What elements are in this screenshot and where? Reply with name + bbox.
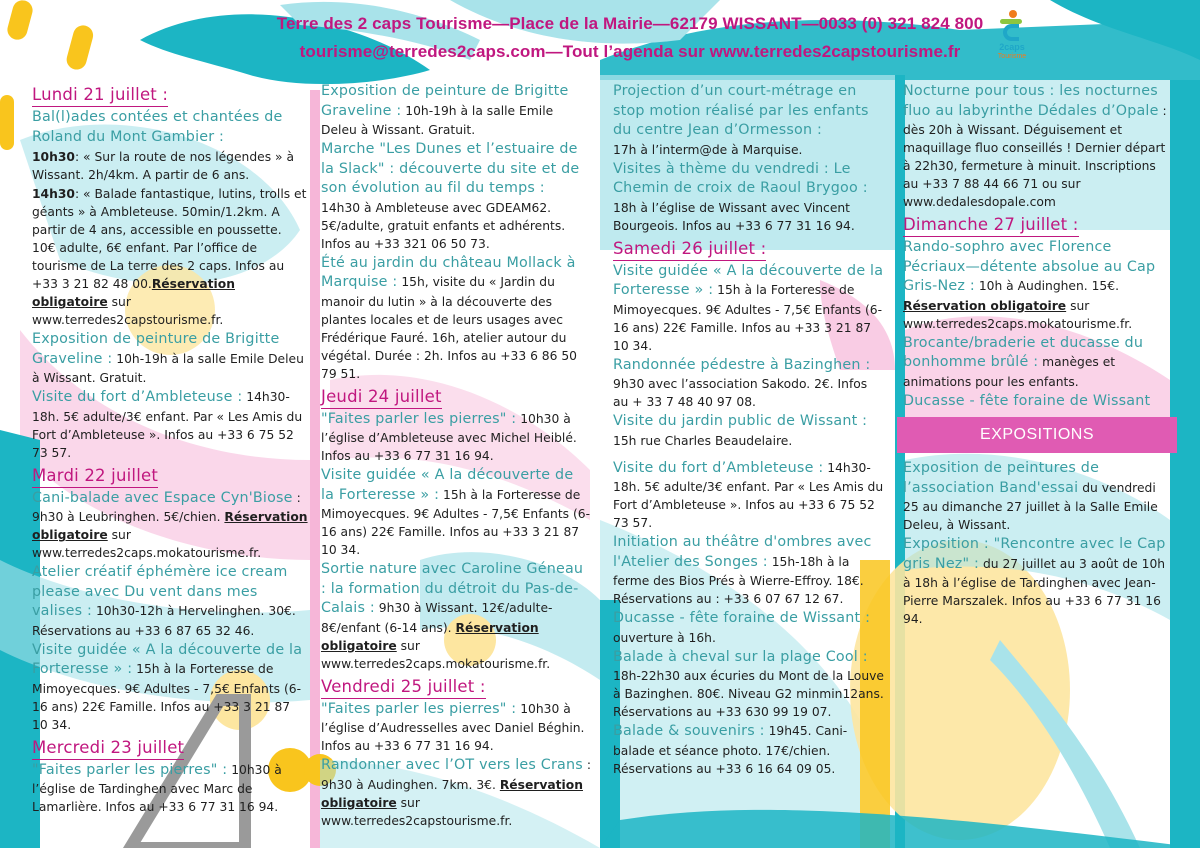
- reservation-required-link[interactable]: Réservation obligatoire: [32, 277, 235, 309]
- event-item: [613, 533, 885, 608]
- event-item: [903, 334, 1171, 391]
- agenda-column-4: [903, 82, 1171, 629]
- tourism-logo: [990, 8, 1034, 70]
- event-title: Marche "Les Dunes et l’estuaire de la Slack" : découverte du site et de son évolution au fil du temps :: [321, 141, 580, 196]
- event-details: : 9h30 à Leubringhen. 5€/chien.: [32, 490, 301, 524]
- day-heading-row: [321, 384, 591, 410]
- event-details: 15h à la Forteresse de Mimoyecques. 9€ Adultes - 7,5€ Enfants (6-16 ans) 22€ Famille. Infos au +33 3 21 87 10 34.: [32, 662, 302, 732]
- event-details: 10h30 à l’église d’Ambleteuse avec Michel Heiblé. Infos au +33 6 77 31 16 94.: [321, 411, 577, 463]
- event-details: du vendredi 25 au dimanche 27 juillet à la Salle Emile Deleu, à Wissant.: [903, 480, 1158, 532]
- event-item: [321, 410, 591, 466]
- day-heading: Mardi 22 juillet: [32, 465, 158, 488]
- event-details: 19h45. Cani-balade et séance photo. 17€/chien. Réservations au +33 6 16 64 09 05.: [613, 724, 848, 776]
- event-title: "Faites parler les pierres" :: [321, 410, 517, 427]
- event-details: 10h-19h à la salle Emile Deleu à Wissant. Gratuit.: [32, 351, 304, 385]
- spacer: [613, 451, 885, 459]
- event-item: [32, 563, 308, 640]
- event-title: Visite du fort d’Ambleteuse :: [32, 389, 243, 405]
- event-details: : 9h30 à Audinghen. 7km. 3€.: [321, 758, 591, 792]
- booking-website: sur www.terredes2capstourisme.fr.: [32, 295, 224, 327]
- event-item: [903, 459, 1171, 534]
- event-item: [321, 560, 591, 673]
- event-item: [32, 108, 308, 147]
- event-details: 15h à la Forteresse de Mimoyecques. 9€ Adultes - 7,5€ Enfants (6-16 ans) 22€ Famille. Infos au +33 3 21 87 10 34.: [613, 283, 883, 353]
- event-details: 9h30 à Wissant. 12€/adulte-8€/enfant (6-14 ans).: [321, 601, 553, 635]
- event-details: 15h à la Forteresse de Mimoyecques. 9€ Adultes - 7,5€ Enfants (6-16 ans) 22€ Famille. Infos au +33 3 21 87 10 34.: [321, 487, 591, 557]
- event-title: Visite guidée « A la découverte de la Forteresse » :: [321, 467, 574, 503]
- event-title: Visite guidée « A la découverte de la Forteresse » :: [32, 641, 303, 677]
- event-item: [903, 392, 1171, 412]
- event-title: Randonner avec l’OT vers les Crans: [321, 757, 583, 773]
- agenda-column-3: [613, 82, 885, 779]
- day-heading: Vendredi 25 juillet :: [321, 676, 486, 699]
- event-item: [321, 140, 591, 253]
- event-item: [32, 489, 308, 563]
- day-heading-row: [613, 236, 885, 262]
- day-heading: Lundi 21 juillet :: [32, 84, 168, 107]
- event-details: 14h30 à Ambleteuse avec GDEAM62. 5€/adulte, gratuit enfants et adhérents. Infos au +33 321 06 50 73.: [321, 200, 566, 251]
- day-heading-row: [32, 735, 308, 761]
- event-title: Été au jardin du château Mollack à Marquise :: [321, 254, 576, 290]
- expositions-banner: EXPOSITIONS: [897, 417, 1177, 453]
- event-title: Atelier créatif éphémère ice cream please avec Du vent dans mes valises :: [32, 564, 288, 619]
- event-title: Balade & souvenirs :: [613, 723, 765, 739]
- event-details: 15h rue Charles Beaudelaire.: [613, 433, 793, 448]
- contact-web-line: tourisme@terredes2caps.com—Tout l’agenda sur www.terredes2capstourisme.fr: [299, 42, 961, 61]
- event-details: manèges et animations pour les enfants.: [903, 355, 1116, 389]
- event-title: Balade à cheval sur la plage Cool :: [613, 648, 868, 665]
- event-details: ouverture à 16h.: [613, 630, 716, 645]
- event-title: "Faites parler les pierres" :: [32, 761, 228, 778]
- event-title: Visite du jardin public de Wissant :: [613, 413, 868, 429]
- event-title: Brocante/braderie et ducasse du bonhomme brûlé :: [903, 334, 1144, 370]
- event-item: [613, 648, 885, 722]
- event-details: 14h30-18h. 5€ adulte/3€ enfant. Par « Les Amis du Fort d’Ambleteuse ». Infos au +33 6 75 52 73 57.: [613, 460, 884, 530]
- event-item: [613, 262, 885, 355]
- booking-website: sur www.terredes2caps.mokatourisme.fr.: [32, 528, 262, 560]
- event-item: [613, 722, 885, 778]
- event-time: 10h30: [32, 150, 75, 164]
- event-item: [32, 148, 308, 184]
- event-details: 14h30-18h. 5€ adulte/3€ enfant. Par « Les Amis du Fort d’Ambleteuse ». Infos au +33 6 75 52 73 57.: [32, 390, 303, 460]
- event-item: [32, 761, 308, 817]
- day-heading-row: [321, 674, 591, 700]
- booking-website: sur www.terredes2caps.mokatourisme.fr.: [903, 298, 1133, 331]
- logo-figure-icon: [997, 8, 1027, 42]
- event-title: "Faites parler les pierres" :: [321, 700, 517, 717]
- event-title: Nocturne pour tous : les nocturnes fluo au labyrinthe Dédales d’Opale: [903, 83, 1159, 119]
- event-item: [321, 466, 591, 559]
- event-item: [613, 412, 885, 450]
- event-details: 10h30-12h à Hervelinghen. 30€. Réservations au +33 6 87 65 32 46.: [32, 604, 296, 638]
- event-item: [321, 756, 591, 830]
- event-time: 14h30: [32, 187, 75, 201]
- event-title: Ducasse - fête foraine de Wissant: [903, 392, 1151, 409]
- event-title: Exposition de peintures de l’association Band'essai: [903, 460, 1100, 496]
- agenda-column-1: [32, 82, 308, 817]
- reservation-required-link[interactable]: Réservation obligatoire: [903, 298, 1067, 313]
- day-heading-row: [32, 82, 308, 108]
- day-heading-row: [32, 463, 308, 489]
- event-details: 10h-19h à la salle Emile Deleu à Wissant. Gratuit.: [321, 103, 554, 137]
- event-item: [613, 459, 885, 533]
- event-item: [32, 185, 308, 329]
- event-title: Visites à thème du vendredi : Le Chemin de croix de Raoul Brygoo :: [613, 160, 868, 196]
- event-title: Bal(l)ades contées et chantées de Roland du Mont Gambier :: [32, 109, 283, 145]
- event-details: 10h30 à l’église d’Audresselles avec Daniel Béghin. Infos au +33 6 77 31 16 94.: [321, 701, 585, 753]
- day-heading: Samedi 26 juillet :: [613, 238, 766, 261]
- event-item: [613, 160, 885, 235]
- event-details: 18h à l’église de Wissant avec Vincent Bourgeois. Infos au +33 6 77 31 16 94.: [613, 200, 855, 233]
- logo-brand: 2caps: [999, 42, 1025, 52]
- event-details: 10h à Audinghen. 15€.: [974, 279, 1119, 293]
- booking-website: sur www.terredes2caps.mokatourisme.fr.: [321, 638, 551, 671]
- event-title: Randonnée pédestre à Bazinghen :: [613, 356, 871, 373]
- event-details: 18h-22h30 aux écuries du Mont de la Louve à Bazinghen. 80€. Niveau G2 minmin12ans. Réservations au +33 630 99 19 07.: [613, 669, 884, 719]
- event-details: : « Balade fantastique, lutins, trolls et géants » à Ambleteuse. 50min/1.2km. A partir de 4 ans, accessible en poussette. 10€ adulte, 6€ enfant. Par l’office de tourisme de La terre des 2 caps. Infos au +33 3 21 82 48 00.: [32, 187, 307, 291]
- event-title: Visite guidée « A la découverte de la Forteresse » :: [613, 262, 884, 298]
- event-item: [32, 641, 308, 734]
- event-item: [321, 254, 591, 383]
- contact-address-line: Terre des 2 caps Tourisme—Place de la Mairie—62179 WISSANT—0033 (0) 321 824 800: [276, 14, 984, 33]
- booking-website: sur www.terredes2capstourisme.fr.: [321, 795, 513, 828]
- event-item: [613, 609, 885, 647]
- event-item: [613, 82, 885, 159]
- day-heading-row: [903, 212, 1171, 238]
- event-details: 10h30 à l’église de Tardinghen avec Marc de Lamarlière. Infos au +33 6 77 31 16 94.: [32, 762, 282, 814]
- event-details: : dès 20h à Wissant. Déguisement et maquillage fluo conseillés ! Dernier départ à 22h30, fermeture à minuit. Inscriptions au +33 7 88 44 66 71 ou sur www.dedalesdopale.com: [903, 103, 1167, 209]
- event-title: Sortie nature avec Caroline Géneau : la formation du détroit du Pas-de-Calais :: [321, 561, 584, 616]
- event-title: Visite du fort d’Ambleteuse :: [613, 459, 824, 476]
- event-title: Exposition de peinture de Brigitte Graveline :: [32, 331, 280, 367]
- event-title: Exposition de peinture de Brigitte Graveline :: [321, 83, 569, 119]
- event-details: 17h à l’interm@de à Marquise.: [613, 142, 803, 157]
- reservation-required-link[interactable]: Réservation obligatoire: [321, 620, 539, 653]
- event-title: Ducasse - fête foraine de Wissant :: [613, 610, 871, 626]
- event-item: [321, 82, 591, 139]
- event-details: du 27 juillet au 3 août de 10h à 18h à l’église de Tardinghen avec Jean-Pierre Marszalek. Infos au +33 6 77 31 16 94.: [903, 556, 1166, 626]
- event-item: [32, 388, 308, 462]
- day-heading: Dimanche 27 juillet :: [903, 214, 1079, 237]
- event-details: 15h-18h à la ferme des Bios Prés à Wierre-Effroy. 18€. Réservations au : +33 6 07 67 12 67.: [613, 554, 864, 606]
- event-details: 9h30 avec l’association Sakodo. 2€. Infos au + 33 7 48 40 97 08.: [613, 377, 868, 409]
- event-details: 15h, visite du « Jardin du manoir du lutin » à la découverte des plantes locales et de leurs usages avec Frédérique Fauré. 16h, atelier autour du végétal. Durée : 2h. Infos au +33 6 86 50 79 51.: [321, 275, 578, 381]
- event-title: Cani-balade avec Espace Cyn'Biose: [32, 489, 293, 506]
- event-item: [903, 82, 1171, 211]
- event-title: Rando-sophro avec Florence Pécriaux—détente absolue au Cap Gris-Nez :: [903, 239, 1156, 294]
- event-item: [613, 356, 885, 412]
- agenda-column-2: [321, 82, 591, 831]
- event-title: Initiation au théâtre d'ombres avec l'Atelier des Songes :: [613, 534, 872, 570]
- event-item: [32, 330, 308, 387]
- event-title: Exposition : "Rencontre avec le Cap gris Nez" :: [903, 536, 1166, 572]
- day-heading: Mercredi 23 juillet: [32, 737, 184, 760]
- event-item: [903, 535, 1171, 628]
- day-heading: Jeudi 24 juillet: [321, 386, 442, 409]
- reservation-required-link[interactable]: Réservation obligatoire: [321, 777, 583, 810]
- event-title: Projection d’un court-métrage en stop motion réalisé par les enfants du centre Jean d’Ormesson :: [613, 83, 869, 138]
- event-details: : « Sur la route de nos légendes » à Wissant. 2h/4km. A partir de 6 ans.: [32, 150, 295, 182]
- logo-subtitle: Tourisme: [997, 53, 1027, 60]
- reservation-required-link[interactable]: Réservation obligatoire: [32, 510, 308, 542]
- event-item: [321, 700, 591, 756]
- event-item: [903, 238, 1171, 333]
